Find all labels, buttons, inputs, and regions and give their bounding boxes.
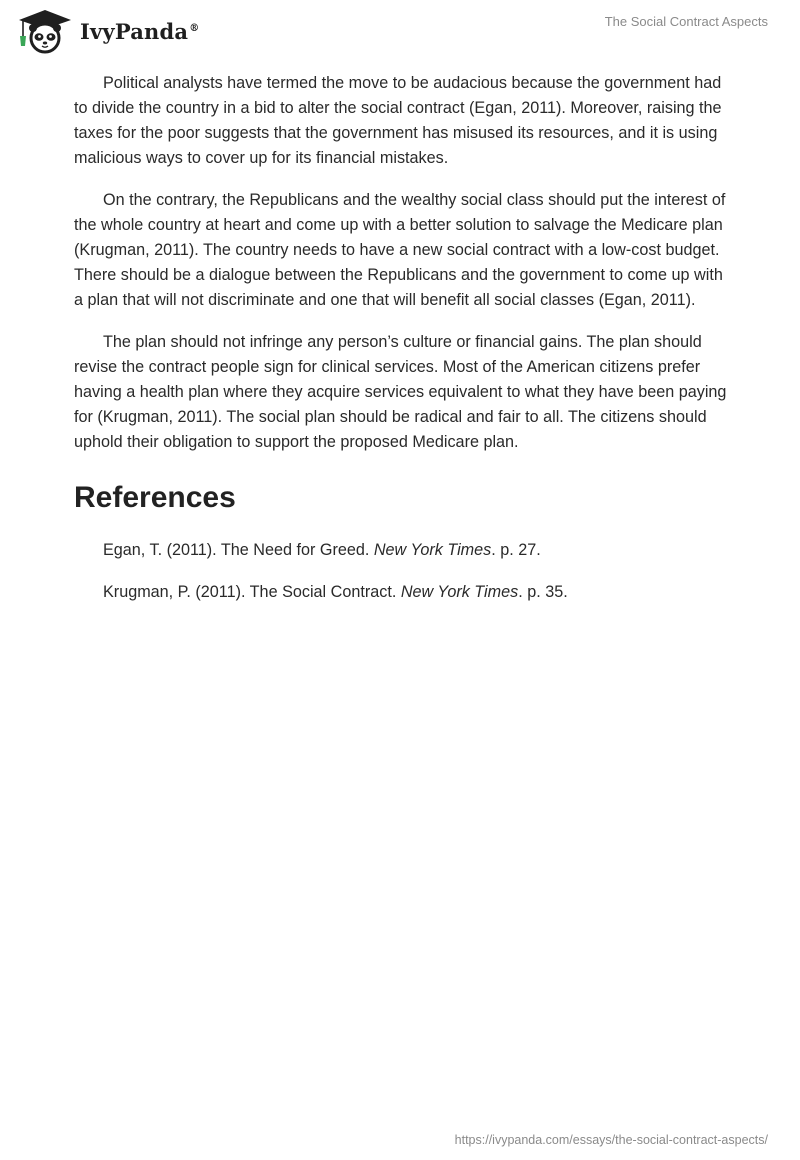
references-heading: References [74,481,236,514]
registered-mark: ® [189,22,200,34]
paragraph: The plan should not infringe any person’s culture or financial gains. The plan should revise the contract people sign for clinical services. Most of the American citizens prefer having a health plan where they acquire services equivalent to what they have been paying for (Krugman, 2011). The social plan should be radical and fair to all. The citizens should uphold their obligation to support the proposed Medicare plan. [74,333,727,451]
footer-url-link[interactable]: https://ivypanda.com/essays/the-social-contract-aspects/ [454,1133,768,1147]
document-title: The Social Contract Aspects [604,14,768,29]
panda-graduation-cap-icon [16,8,74,54]
paragraph: On the contrary, the Republicans and the wealthy social class should put the interest of the whole country at heart and come up with a better solution to salvage the Medicare plan (Krugman, 2011). The country needs to have a new social contract with a low-cost budget. There should be a dialogue between the Republicans and the government to come up with a plan that will not discriminate and one that will benefit all social classes (Egan, 2011). [74,191,726,309]
reference-item: Egan, T. (2011). The Need for Greed. New York Times. p. 27. [103,541,541,559]
ivypanda-logo[interactable] [16,8,199,54]
logo-wordmark: IvyPanda® [80,18,200,44]
reference-source: New York Times [373,541,492,559]
reference-source: New York Times [400,583,519,601]
page-header [0,0,800,60]
essay-body [74,71,728,622]
paragraph: Political analysts have termed the move to be audacious because the government had to divide the country in a bid to alter the social contract (Egan, 2011). Moreover, raising the taxes for the poor suggests that the government has misused its resources, and it is using malicious ways to cover up for its financial mistakes. [74,74,722,167]
reference-item: Krugman, P. (2011). The Social Contract. New York Times. p. 35. [103,583,568,601]
